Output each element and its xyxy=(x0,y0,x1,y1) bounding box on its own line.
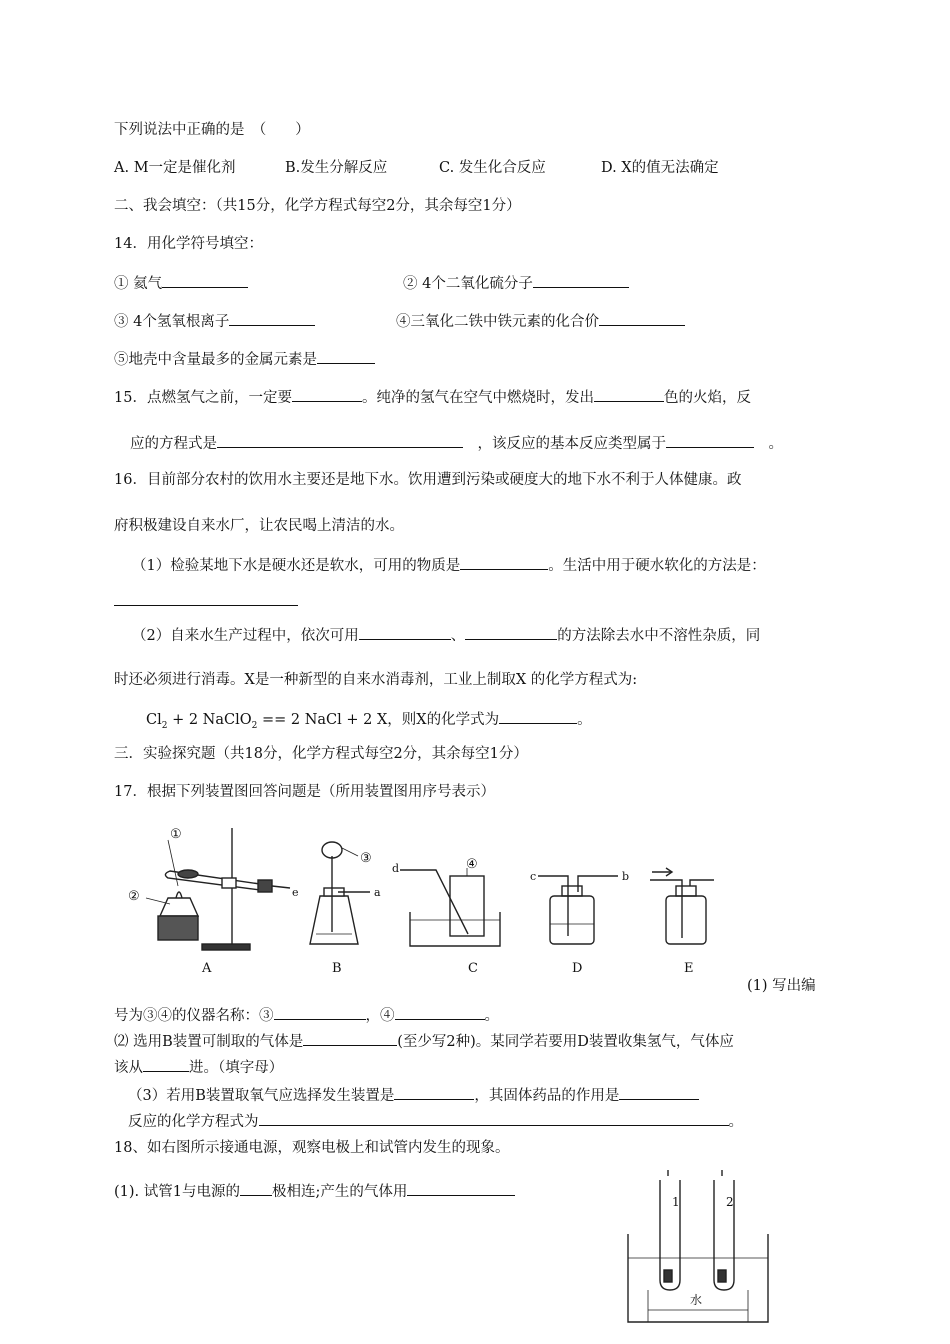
wash-bottle xyxy=(550,896,594,944)
delivery-tube xyxy=(272,886,290,888)
question-16-line2: 府积极建设自来水厂，让农民喝上清洁的水。 xyxy=(114,518,404,534)
answer-blank[interactable] xyxy=(274,1004,366,1020)
answer-blank[interactable] xyxy=(359,624,451,640)
q17-part3: （3）若用B装置取氧气应选择发生装置是 ，其固体药品的作用是 xyxy=(128,1084,699,1106)
tube-2-label: 2 xyxy=(726,1195,734,1209)
q17-part2-line2: 该从 进。（填字母） xyxy=(114,1056,283,1078)
letter-b: b xyxy=(622,870,630,883)
clamp xyxy=(222,878,236,888)
tube-1-label: 1 xyxy=(672,1195,680,1209)
q17-part2: ⑵ 选用B装置可制取的气体是 (至少写2种)。某同学若要用D装置收集氢气，气体应 xyxy=(114,1030,734,1052)
label-b: B xyxy=(332,961,342,976)
option-a: A. M一定是催化剂 xyxy=(114,160,236,176)
collection-bottle xyxy=(666,896,706,944)
letter-d: d xyxy=(392,862,400,875)
label-a: A xyxy=(202,961,212,976)
label-e: E xyxy=(684,961,694,976)
stand-base xyxy=(202,944,250,950)
answer-blank[interactable] xyxy=(394,1084,474,1100)
answer-blank[interactable] xyxy=(229,310,315,326)
answer-blank[interactable] xyxy=(407,1180,515,1196)
q16-equation: $Cl_2 + 2$ NaClO$_2$ == 2 NaCl + 2 X，则X的化学式为 。 xyxy=(146,708,592,736)
lamp-body xyxy=(160,898,198,916)
q14-item3: ③ 4个氢氧根离子 xyxy=(114,314,230,330)
line-intro: 下列说法中正确的是 （ ） xyxy=(114,122,310,138)
q18-part1: (1). 试管1与电源的 极相连;产生的气体用 xyxy=(114,1180,515,1202)
q17-part3-line2: 反应的化学方程式为 。 xyxy=(128,1110,743,1132)
answer-blank[interactable] xyxy=(259,1110,729,1126)
mark-4: ④ xyxy=(466,857,478,872)
mark-1: ① xyxy=(170,827,182,842)
letter-e: e xyxy=(292,886,299,899)
q16-part1-blank-line xyxy=(114,590,298,612)
long-tube xyxy=(538,876,568,936)
answer-blank[interactable] xyxy=(240,1180,272,1196)
q14-item4: ④三氧化二铁中铁元素的化合价 xyxy=(396,310,685,332)
electrode-1 xyxy=(664,1270,672,1282)
short-tube xyxy=(578,876,618,892)
label-c: C xyxy=(468,961,478,976)
question-16-line1: 16．目前部分农村的饮用水主要还是地下水。饮用遭到污染或硬度大的地下水不利于人体健康。政 xyxy=(114,472,742,488)
answer-blank[interactable] xyxy=(666,432,754,448)
section-3-heading: 三．实验探究题（共18分，化学方程式每空2分，其余每空1分） xyxy=(114,746,528,762)
letter-a: a xyxy=(374,886,381,899)
q14-item5: ⑤地壳中含量最多的金属元素是 xyxy=(114,352,317,368)
answer-blank[interactable] xyxy=(395,1004,485,1020)
question-14: 14．用化学符号填空： xyxy=(114,236,263,252)
q14-row3 xyxy=(114,348,375,370)
answer-blank[interactable] xyxy=(114,590,298,606)
options-row xyxy=(114,158,719,178)
apparatus-figure xyxy=(110,816,730,980)
separatory-funnel xyxy=(322,842,342,858)
answer-blank[interactable] xyxy=(533,272,629,288)
question-15-line1: 15．点燃氢气之前，一定要 。纯净的氢气在空气中燃烧时，发出 色的火焰，反 xyxy=(114,386,751,408)
electrode-2 xyxy=(718,1270,726,1282)
option-c: C. 发生化合反应 xyxy=(439,160,546,176)
answer-blank[interactable] xyxy=(460,554,548,570)
mark-3: ③ xyxy=(360,851,372,866)
answer-blank[interactable] xyxy=(217,432,463,448)
q17-part1-start: (1) 写出编 xyxy=(747,978,816,994)
electrolysis-figure xyxy=(618,1170,778,1330)
question-17: 17．根据下列装置图回答问题是（所用装置图用序号表示） xyxy=(114,784,495,800)
answer-blank[interactable] xyxy=(317,348,375,364)
option-b: B.发生分解反应 xyxy=(285,160,388,176)
q14-item1: ① 氦气 xyxy=(114,276,163,292)
answer-blank[interactable] xyxy=(465,624,557,640)
answer-blank[interactable] xyxy=(594,386,664,402)
question-15-line2: 应的方程式是 ，该反应的基本反应类型属于 。 xyxy=(130,432,783,454)
q16-part2-line2: 时还必须进行消毒。X是一种新型的自来水消毒剂，工业上制取X 的化学方程式为: xyxy=(114,672,638,688)
stopper xyxy=(258,880,272,892)
q16-part1: （1）检验某地下水是硬水还是软水，可用的物质是 。生活中用于硬水软化的方法是： xyxy=(132,554,766,576)
answer-blank[interactable] xyxy=(292,386,362,402)
mark-2: ② xyxy=(128,889,140,904)
question-18: 18、如右图所示接通电源，观察电极上和试管内发生的现象。 xyxy=(114,1140,510,1156)
gas-jar xyxy=(450,876,484,936)
answer-blank[interactable] xyxy=(619,1084,699,1100)
q16-part2: （2）自来水生产过程中，依次可用 、 的方法除去水中不溶性杂质，同 xyxy=(132,624,760,646)
section-2-heading: 二、我会填空：（共15分，化学方程式每空2分，其余每空1分） xyxy=(114,198,521,214)
water-trough xyxy=(410,912,500,946)
answer-blank[interactable] xyxy=(303,1030,397,1046)
q14-row2 xyxy=(114,310,599,332)
water-label: 水 xyxy=(690,1293,703,1307)
option-d: D. X的值无法确定 xyxy=(601,160,719,176)
flame xyxy=(176,892,182,898)
letter-c: c xyxy=(530,870,537,883)
conical-flask xyxy=(310,896,358,944)
q17-part1: 号为③④的仪器名称：③ ，④ 。 xyxy=(114,1004,499,1026)
water-tank xyxy=(628,1234,768,1322)
answer-blank[interactable] xyxy=(143,1056,189,1072)
answer-blank[interactable] xyxy=(499,708,577,724)
answer-blank[interactable] xyxy=(162,272,248,288)
lamp-block xyxy=(158,916,198,940)
q14-row1 xyxy=(114,272,533,294)
q14-item2: ② 4个二氧化硫分子 xyxy=(403,272,629,294)
solid-reagent xyxy=(178,870,198,878)
answer-blank[interactable] xyxy=(599,310,685,326)
label-d: D xyxy=(572,961,583,976)
